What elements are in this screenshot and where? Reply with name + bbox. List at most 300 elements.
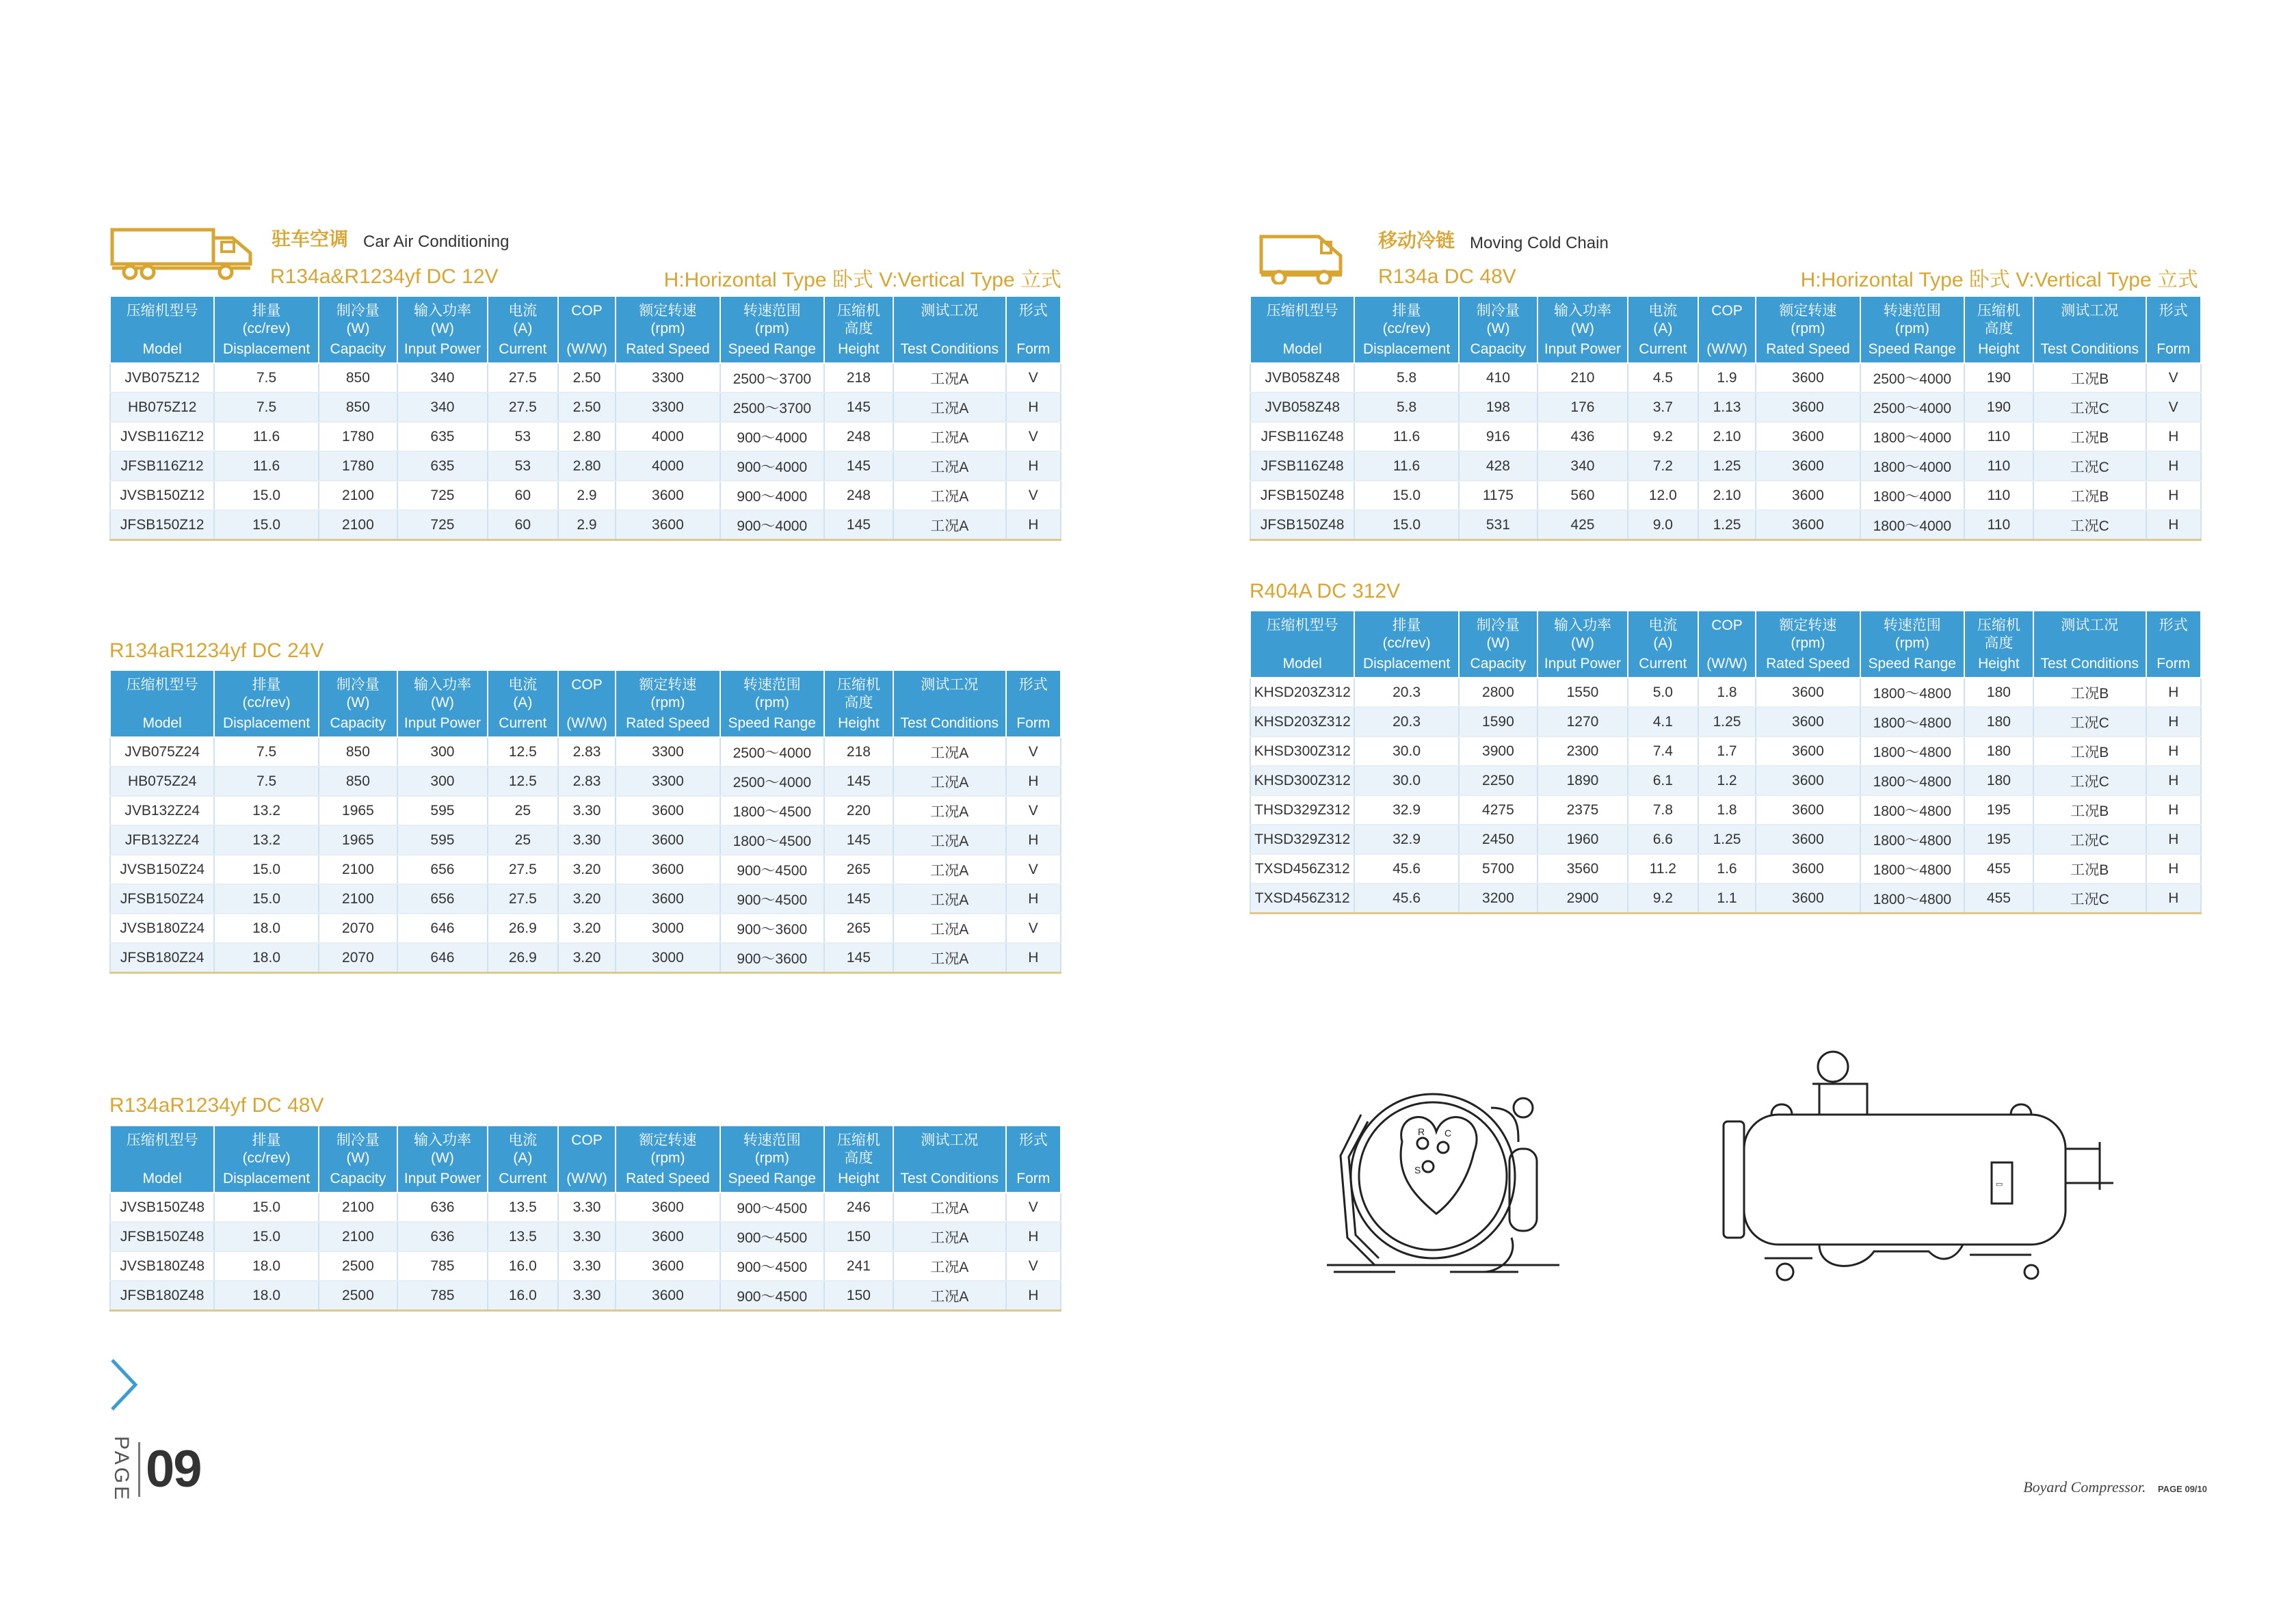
table-cell: THSD329Z312	[1250, 825, 1354, 854]
column-header-mid: (rpm)	[1895, 635, 1929, 651]
column-header	[2146, 611, 2201, 678]
table-cell: 7.4	[1628, 736, 1698, 766]
table-cell: 2500	[319, 1281, 397, 1311]
column-header-cn: 电流	[1648, 303, 1678, 319]
table-cell: 180	[1964, 707, 2033, 736]
table-header-row	[110, 1126, 1061, 1193]
table-header-row	[1250, 611, 2201, 678]
table-cell: 3600	[616, 1193, 720, 1222]
table-cell: 180	[1964, 678, 2033, 707]
table-cell: 3600	[1756, 422, 1860, 451]
table-cell: TXSD456Z312	[1250, 883, 1354, 914]
table-row	[1250, 422, 2201, 451]
table-row	[1250, 707, 2201, 736]
table-cell: 900～4500	[720, 855, 824, 884]
column-header-en: Displacement	[222, 341, 311, 357]
table-cell: 工况B	[2033, 422, 2146, 451]
table-row	[110, 884, 1061, 914]
table-cell: 2500～4000	[1860, 393, 1964, 422]
column-header-cn: 压缩机	[1977, 303, 2020, 319]
table-cell: 1.8	[1698, 795, 1756, 825]
column-header-mid: 高度	[1984, 635, 2014, 651]
column-header	[397, 1126, 488, 1193]
table-cell: 11.6	[1354, 451, 1458, 481]
table-cell: 18.0	[214, 1251, 318, 1281]
table-cell: 2.10	[1698, 422, 1756, 451]
table-cell: 1270	[1538, 707, 1628, 736]
column-header	[1354, 296, 1458, 363]
table-cell: 900～4500	[720, 1281, 824, 1311]
table-cell: 900～4500	[720, 1251, 824, 1281]
table-cell: 3.20	[558, 884, 616, 914]
column-header	[214, 296, 318, 363]
table-cell: JFSB180Z48	[110, 1281, 214, 1311]
spec-table	[109, 669, 1061, 974]
table-cell: 工况A	[893, 943, 1006, 973]
table-cell: 3.30	[558, 1222, 616, 1251]
column-header-mid: (cc/rev)	[1382, 635, 1431, 651]
table-cell: 12.0	[1628, 481, 1698, 510]
column-header-en: (W/W)	[566, 1171, 607, 1186]
table-cell: JFSB150Z12	[110, 510, 214, 540]
column-header-cn: 压缩机型号	[126, 1132, 198, 1148]
table-cell: 11.6	[214, 422, 318, 451]
column-header-cn: 制冷量	[336, 677, 380, 693]
column-header	[1459, 296, 1538, 363]
table-cell: V	[1006, 737, 1061, 767]
table-row	[1250, 481, 2201, 510]
table-cell: 218	[824, 363, 893, 393]
column-header-en: (W/W)	[566, 341, 607, 357]
table-header-row	[110, 296, 1061, 363]
table-cell: 4000	[616, 451, 720, 481]
table-cell: 1780	[319, 422, 397, 451]
column-header-cn: 压缩机型号	[126, 303, 198, 319]
table-cell: 工况A	[893, 510, 1006, 540]
column-header-mid	[1252, 320, 1352, 338]
table-cell: 3600	[1756, 451, 1860, 481]
column-header-cn: 压缩机	[836, 1132, 880, 1148]
table-cell: V	[2146, 393, 2201, 422]
table-cell: 5.8	[1354, 363, 1458, 393]
table-cell: 900～4000	[720, 510, 824, 540]
table-cell: JVSB180Z48	[110, 1251, 214, 1281]
table-cell: 2500～3700	[720, 363, 824, 393]
table-cell: 3.20	[558, 914, 616, 943]
table-cell: 656	[397, 855, 488, 884]
column-header-mid: (rpm)	[754, 321, 789, 336]
column-header-cn: 压缩机	[1977, 617, 2020, 633]
table-cell: 636	[397, 1222, 488, 1251]
table-cell: 3600	[1756, 363, 1860, 393]
column-header-cn: 压缩机型号	[126, 677, 198, 693]
table-cell: 15.0	[214, 481, 318, 510]
table-row	[1250, 825, 2201, 854]
column-header-en: Test Conditions	[2040, 656, 2139, 672]
table-cell: H	[2146, 510, 2201, 540]
table-cell: 3600	[1756, 707, 1860, 736]
page-word: PAGE	[110, 1436, 133, 1503]
table-cell: 5700	[1459, 854, 1538, 883]
table-cell: 11.6	[1354, 422, 1458, 451]
table-cell: JVB075Z24	[110, 737, 214, 767]
column-header-mid	[112, 1149, 212, 1167]
column-header-mid: (W)	[1486, 635, 1510, 651]
table-cell: JFSB150Z48	[1250, 510, 1354, 540]
column-header	[824, 296, 893, 363]
column-header	[488, 296, 558, 363]
column-header-cn: 电流	[508, 677, 538, 693]
column-header-mid: (cc/rev)	[242, 1150, 291, 1166]
table-row	[110, 1251, 1061, 1281]
table-cell: 13.5	[488, 1193, 558, 1222]
table-cell: 2500～4000	[1860, 363, 1964, 393]
column-header-en: (W/W)	[1706, 656, 1747, 672]
table-row	[1250, 736, 2201, 766]
column-header-cn: COP	[571, 303, 603, 319]
column-header-mid	[560, 1149, 613, 1167]
column-header	[2033, 296, 2146, 363]
table-row	[1250, 510, 2201, 540]
column-header-en: Current	[1639, 341, 1687, 357]
table-row	[1250, 363, 2201, 393]
table-cell: 15.0	[1354, 510, 1458, 540]
column-header-mid: (cc/rev)	[242, 321, 291, 336]
table-cell: 1800～4800	[1860, 766, 1964, 795]
table-cell: 1960	[1538, 825, 1628, 854]
table-cell: 180	[1964, 766, 2033, 795]
table-cell: 工况A	[893, 393, 1006, 422]
table-cell: 60	[488, 481, 558, 510]
column-header-mid: (A)	[1653, 321, 1673, 336]
table-cell: 3.20	[558, 855, 616, 884]
column-header-mid	[2035, 635, 2144, 652]
table-cell: 455	[1964, 883, 2033, 914]
table-cell: JVB132Z24	[110, 796, 214, 825]
column-header-en: Rated Speed	[1766, 341, 1850, 357]
column-header	[1756, 296, 1860, 363]
column-header-cn: 转速范围	[743, 677, 801, 693]
column-header-cn: 测试工况	[2061, 617, 2119, 633]
table-cell: KHSD203Z312	[1250, 707, 1354, 736]
table-cell: 300	[397, 737, 488, 767]
table-cell: 785	[397, 1251, 488, 1281]
table-cell: 916	[1459, 422, 1538, 451]
table-cell: 4275	[1459, 795, 1538, 825]
table-cell: H	[2146, 825, 2201, 854]
column-header-cn: 排量	[1392, 617, 1421, 633]
column-header	[1628, 296, 1698, 363]
table-cell: 3.30	[558, 825, 616, 855]
table-cell: 11.2	[1628, 854, 1698, 883]
table-header-row	[110, 670, 1061, 737]
table-row	[110, 422, 1061, 451]
column-header-en: Input Power	[404, 1171, 481, 1186]
column-header-mid: (W)	[1571, 321, 1594, 336]
column-header-cn: 电流	[1648, 617, 1678, 633]
column-header-cn: 转速范围	[743, 1132, 801, 1148]
table-cell: 900～3600	[720, 914, 824, 943]
table-cell: 340	[397, 363, 488, 393]
table-cell: 2375	[1538, 795, 1628, 825]
column-header-cn: 输入功率	[413, 303, 471, 319]
table-cell: 工况C	[2033, 707, 2146, 736]
table-cell: 635	[397, 451, 488, 481]
table-cell: 248	[824, 422, 893, 451]
column-header-en: Capacity	[330, 715, 386, 731]
table-cell: 工况B	[2033, 854, 2146, 883]
table-cell: 1965	[319, 825, 397, 855]
table-cell: 3600	[616, 825, 720, 855]
column-header	[893, 670, 1006, 737]
column-header-cn: 额定转速	[1779, 617, 1837, 633]
table-cell: 265	[824, 914, 893, 943]
column-header-en: Speed Range	[728, 341, 816, 357]
table-cell: JVB058Z48	[1250, 393, 1354, 422]
column-header-mid: (W)	[431, 1150, 454, 1166]
column-header	[488, 1126, 558, 1193]
column-header-cn: 输入功率	[1553, 303, 1611, 319]
table-row	[110, 510, 1061, 540]
table-cell: 3.30	[558, 1251, 616, 1281]
table-cell: 1175	[1459, 481, 1538, 510]
column-header	[110, 296, 214, 363]
column-header-mid: (A)	[513, 695, 533, 710]
column-header-cn: 输入功率	[413, 677, 471, 693]
spec-table	[1250, 295, 2202, 541]
table-cell: 725	[397, 481, 488, 510]
table-cell: 900～3600	[720, 943, 824, 973]
table-cell: 1800～4500	[720, 825, 824, 855]
table-cell: H	[1006, 1281, 1061, 1311]
table-cell: 13.2	[214, 796, 318, 825]
column-header	[319, 1126, 397, 1193]
column-header-en: Test Conditions	[900, 341, 999, 357]
column-header-en: Current	[499, 715, 547, 731]
column-header-mid	[1008, 694, 1059, 712]
column-header	[1860, 296, 1964, 363]
table-cell: JVSB150Z24	[110, 855, 214, 884]
table-cell: 3600	[1756, 766, 1860, 795]
table-cell: 3600	[1756, 678, 1860, 707]
column-header-en: Speed Range	[1868, 656, 1956, 672]
compressor-side-view-drawing	[1710, 1046, 2134, 1292]
table-cell: 3000	[616, 914, 720, 943]
table-cell: 3600	[1756, 795, 1860, 825]
column-header-en: Input Power	[1544, 341, 1621, 357]
column-header-mid: (cc/rev)	[242, 695, 291, 710]
table-cell: 11.6	[214, 451, 318, 481]
column-header-mid: (A)	[513, 321, 533, 336]
section-en-title: Car Air Conditioning	[363, 232, 510, 251]
table-row	[110, 451, 1061, 481]
column-header	[1964, 296, 2033, 363]
table-cell: 900～4000	[720, 451, 824, 481]
table-row	[110, 481, 1061, 510]
table-cell: 2.83	[558, 737, 616, 767]
table-cell: 6.1	[1628, 766, 1698, 795]
table-cell: 246	[824, 1193, 893, 1222]
column-header-en: Current	[499, 1171, 547, 1186]
column-header-cn: 输入功率	[413, 1132, 471, 1148]
column-header-cn: 排量	[252, 1132, 281, 1148]
column-header-cn: 电流	[508, 303, 538, 319]
table-cell: 18.0	[214, 943, 318, 973]
column-header-en: Displacement	[1362, 341, 1451, 357]
table-cell: V	[1006, 481, 1061, 510]
column-header	[558, 296, 616, 363]
column-header	[1006, 1126, 1061, 1193]
column-header	[488, 670, 558, 737]
column-header	[1698, 296, 1756, 363]
column-header	[720, 670, 824, 737]
column-header-en: Form	[1016, 715, 1051, 731]
column-header-mid: (cc/rev)	[1382, 321, 1431, 336]
column-header-en: Form	[1016, 341, 1051, 357]
column-header-en: Rated Speed	[1766, 656, 1850, 672]
column-header	[720, 296, 824, 363]
table-cell: 13.2	[214, 825, 318, 855]
table-cell: 1.25	[1698, 451, 1756, 481]
column-header	[1250, 296, 1354, 363]
table-cell: 25	[488, 796, 558, 825]
column-header-cn: 压缩机	[836, 677, 880, 693]
column-header-en: Height	[838, 341, 880, 357]
column-header-mid: (rpm)	[650, 695, 685, 710]
table-cell: 5.0	[1628, 678, 1698, 707]
table-cell: 900～4500	[720, 1222, 824, 1251]
table-cell: JVSB150Z48	[110, 1193, 214, 1222]
chevron-right-icon[interactable]	[108, 1357, 142, 1412]
table-cell: 2500	[319, 1251, 397, 1281]
table-cell: 2900	[1538, 883, 1628, 914]
svg-text:C: C	[1444, 1128, 1452, 1139]
table-cell: JVSB180Z24	[110, 914, 214, 943]
table-cell: 6.6	[1628, 825, 1698, 854]
table-cell: 12.5	[488, 737, 558, 767]
table-cell: 635	[397, 422, 488, 451]
column-header-cn: 输入功率	[1553, 617, 1611, 633]
column-header-en: Test Conditions	[900, 1171, 999, 1186]
table-cell: 265	[824, 855, 893, 884]
table-cell: 150	[824, 1222, 893, 1251]
table-cell: 1800～4800	[1860, 707, 1964, 736]
table-cell: 3.30	[558, 1193, 616, 1222]
column-header	[1628, 611, 1698, 678]
column-header-cn: 形式	[1018, 303, 1048, 319]
column-header-mid	[2035, 320, 2144, 338]
table-cell: JFSB180Z24	[110, 943, 214, 973]
table-cell: 3600	[1756, 393, 1860, 422]
table-cell: 1800～4000	[1860, 481, 1964, 510]
table-cell: 3.20	[558, 943, 616, 973]
column-header-en: Input Power	[404, 715, 481, 731]
table-cell: 12.5	[488, 767, 558, 796]
column-header-cn: COP	[571, 1132, 603, 1148]
column-header-mid: (A)	[513, 1150, 533, 1166]
table-cell: JFSB150Z24	[110, 884, 214, 914]
table-cell: H	[2146, 854, 2201, 883]
table-cell: 850	[319, 737, 397, 767]
table-cell: 工况C	[2033, 451, 2146, 481]
table-cell: 32.9	[1354, 795, 1458, 825]
table-cell: 2070	[319, 943, 397, 973]
table-row	[1250, 795, 2201, 825]
column-header-mid	[2148, 635, 2199, 652]
table-cell: 145	[824, 451, 893, 481]
column-header-mid	[1008, 1149, 1059, 1167]
table-cell: 560	[1538, 481, 1628, 510]
table-cell: 1.6	[1698, 854, 1756, 883]
table-cell: 2500～4000	[720, 767, 824, 796]
column-header-mid: 高度	[844, 695, 873, 710]
table-cell: 工况A	[893, 1222, 1006, 1251]
table-row	[1250, 393, 2201, 422]
table-cell: 9.2	[1628, 883, 1698, 914]
column-header	[110, 1126, 214, 1193]
table-cell: 195	[1964, 825, 2033, 854]
table-cell: 2100	[319, 1193, 397, 1222]
table-cell: 656	[397, 884, 488, 914]
table-cell: 3.30	[558, 1281, 616, 1311]
column-header	[397, 670, 488, 737]
column-header-mid: (rpm)	[1791, 321, 1825, 336]
table-cell: 3300	[616, 737, 720, 767]
table-cell: 2.10	[1698, 481, 1756, 510]
spec-table-dc12v	[109, 295, 1061, 541]
column-header-cn: 排量	[252, 303, 281, 319]
table-cell: 26.9	[488, 943, 558, 973]
column-header-en: Height	[838, 1171, 880, 1186]
table-cell: 2070	[319, 914, 397, 943]
column-header-en: Height	[1978, 341, 2020, 357]
column-header-mid: (W)	[431, 695, 454, 710]
table-subtitle: R134aR1234yf DC 24V	[109, 639, 324, 662]
table-cell: 198	[1459, 393, 1538, 422]
table-cell: V	[1006, 914, 1061, 943]
table-row	[110, 825, 1061, 855]
column-header-en: Input Power	[404, 341, 481, 357]
table-cell: 2.9	[558, 481, 616, 510]
table-cell: 646	[397, 943, 488, 973]
section-cn-title: 驻车空调	[272, 228, 349, 250]
compressor-front-view-drawing	[1313, 1067, 1573, 1292]
column-header	[1354, 611, 1458, 678]
column-header-mid: (rpm)	[650, 321, 685, 336]
table-row	[110, 943, 1061, 973]
column-header	[893, 296, 1006, 363]
table-cell: 3600	[616, 855, 720, 884]
table-row	[1250, 766, 2201, 795]
type-legend: H:Horizontal Type 卧式 V:Vertical Type 立式	[663, 269, 1061, 291]
column-header-cn: 额定转速	[639, 1132, 697, 1148]
table-row	[110, 363, 1061, 393]
column-header-mid: 高度	[844, 1150, 873, 1166]
table-cell: 2100	[319, 855, 397, 884]
table-cell: 7.5	[214, 363, 318, 393]
table-cell: 工况C	[2033, 766, 2146, 795]
table-cell: HB075Z12	[110, 393, 214, 422]
table-cell: H	[2146, 766, 2201, 795]
table-cell: H	[2146, 883, 2201, 914]
table-cell: H	[2146, 707, 2201, 736]
table-cell: 1800～4000	[1860, 510, 1964, 540]
column-header-cn: COP	[1711, 617, 1743, 633]
spec-table	[109, 295, 1061, 541]
table-cell: 3600	[1756, 854, 1860, 883]
table-cell: 110	[1964, 510, 2033, 540]
table-subtitle: R404A DC 312V	[1250, 580, 1401, 602]
